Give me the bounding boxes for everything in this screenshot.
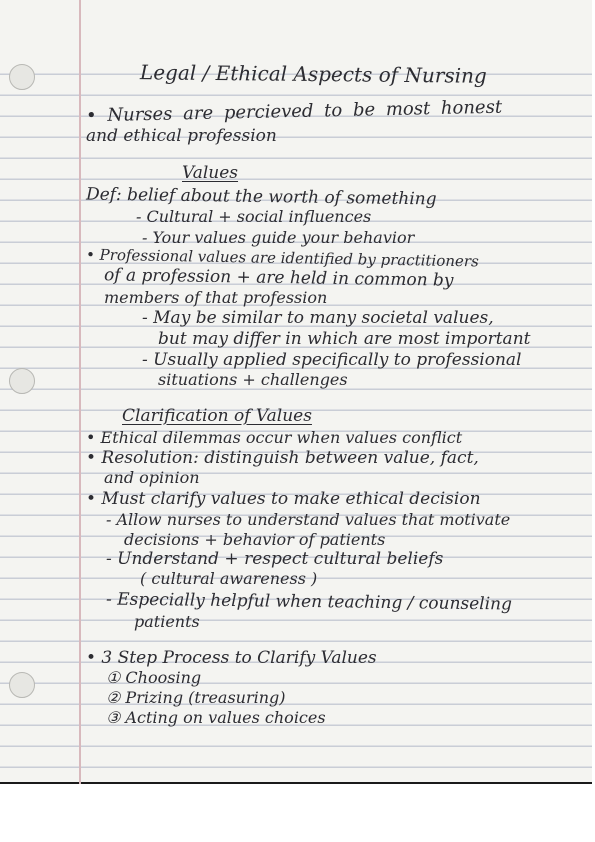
note-line: • Professional values are identified by practitioners [85, 245, 479, 271]
note-line: • 3 Step Process to Clarify Values [86, 648, 377, 668]
note-line: situations + challenges [158, 370, 348, 389]
note-line: ① Choosing [106, 668, 202, 687]
note-line: - Cultural + social influences [136, 207, 372, 226]
note-line: • Ethical dilemmas occur when values conflict [86, 428, 463, 447]
note-line: • Must clarify values to make ethical decision [86, 489, 481, 509]
note-line: members of that profession [104, 288, 328, 307]
note-line: • Nurses are percieved to be most honest [85, 96, 503, 127]
note-line: decisions + behavior of patients [124, 530, 386, 549]
note-line: and opinion [104, 468, 200, 487]
note-line: ② Prizing (treasuring) [106, 688, 286, 707]
note-line: ( cultural awareness ) [140, 569, 318, 588]
section-heading-clarification: Clarification of Values [122, 406, 312, 426]
note-line: patients [134, 612, 200, 631]
note-line: ③ Acting on values choices [106, 708, 326, 727]
note-line: - May be similar to many societal values, [142, 308, 494, 328]
note-line: Def: belief about the worth of something [85, 184, 437, 210]
note-line: - Allow nurses to understand values that motivate [106, 510, 511, 529]
section-heading-values: Values [182, 163, 239, 183]
note-line: - Understand + respect cultural beliefs [106, 549, 444, 569]
page-title: Legal / Ethical Aspects of Nursing [139, 60, 487, 88]
note-line: and ethical profession [86, 126, 277, 146]
note-line: - Usually applied specifically to professional [142, 350, 522, 370]
note-line: - Your values guide your behavior [142, 228, 415, 247]
note-line: - Especially helpful when teaching / counseling [105, 589, 513, 615]
note-line: • Resolution: distinguish between value, fact, [86, 448, 479, 468]
note-line: of a profession + are held in common by [103, 265, 454, 291]
note-line: but may differ in which are most important [158, 329, 531, 349]
